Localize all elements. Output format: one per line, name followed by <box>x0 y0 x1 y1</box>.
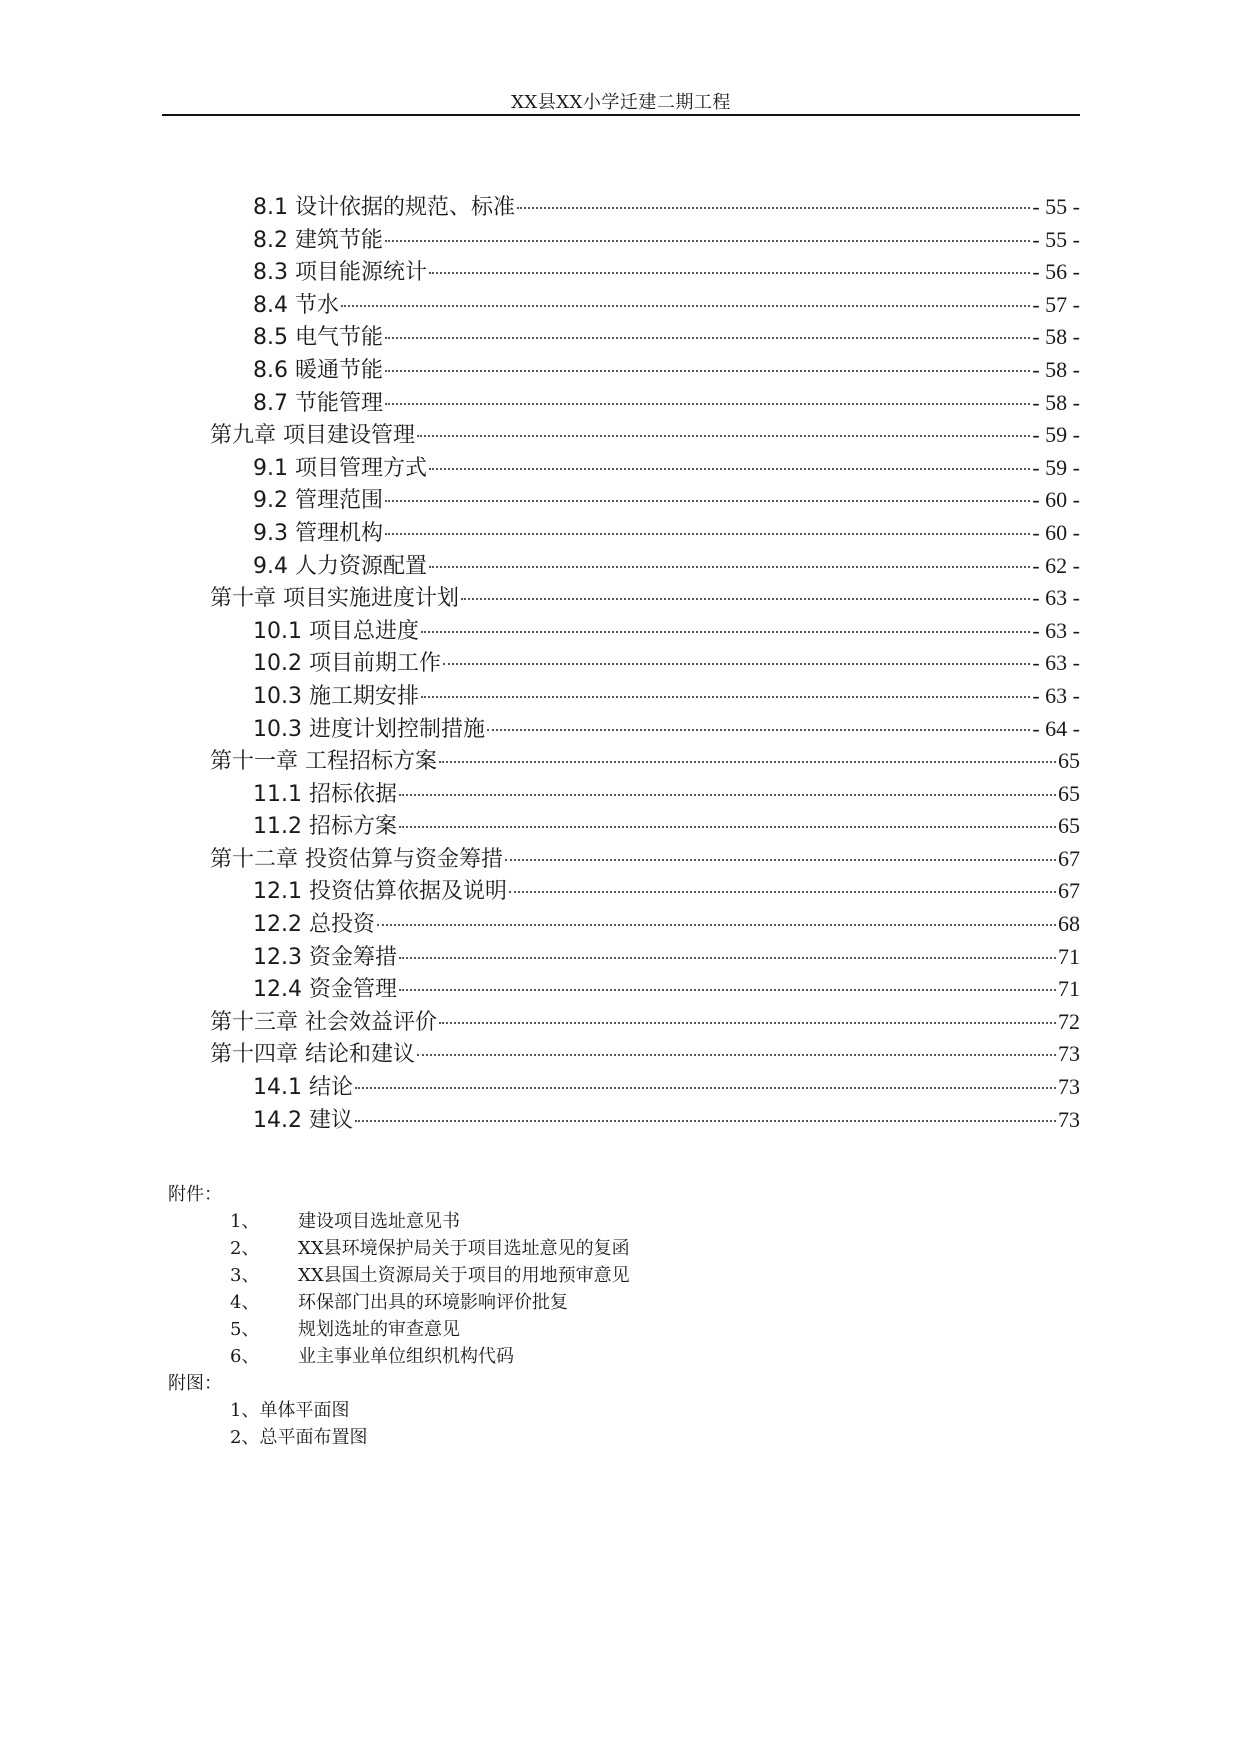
toc-entry[interactable] <box>210 646 1080 679</box>
toc-entry-label: 9.4 人力资源配置 <box>253 553 427 579</box>
toc-entry-label: 第十章 项目实施进度计划 <box>210 586 459 612</box>
toc-entry-page: 73 <box>1058 1074 1080 1100</box>
toc-dot-leader <box>385 533 1030 535</box>
toc-entry-label: 10.1 项目总进度 <box>253 618 419 644</box>
attachment-item <box>168 1234 1068 1261</box>
attachment-text: 业主事业单位组织机构代码 <box>298 1346 514 1367</box>
toc-dot-leader <box>385 500 1030 502</box>
toc-entry[interactable] <box>210 386 1080 419</box>
toc-entry-label: 11.1 招标依据 <box>253 781 397 807</box>
toc-entry-label: 9.2 管理范围 <box>253 488 383 514</box>
toc-entry-page: 67 <box>1058 845 1080 871</box>
toc-entry[interactable] <box>210 288 1080 321</box>
toc-entry-label: 14.1 结论 <box>253 1075 353 1101</box>
toc-entry-page: 65 <box>1058 780 1080 806</box>
attachment-number: 2、 <box>230 1238 260 1259</box>
toc-dot-leader <box>399 957 1056 959</box>
attachment-item <box>168 1261 1068 1288</box>
table-of-contents <box>210 190 1080 1135</box>
toc-entry-label: 8.7 节能管理 <box>253 390 383 416</box>
toc-entry[interactable] <box>210 712 1080 745</box>
toc-entry-page: 65 <box>1058 813 1080 839</box>
toc-entry-page: - 58 - <box>1032 356 1080 382</box>
toc-entry-page: - 58 - <box>1032 389 1080 415</box>
toc-dot-leader <box>439 1022 1056 1024</box>
toc-entry[interactable] <box>210 1103 1080 1136</box>
toc-entry-label: 第十四章 结论和建议 <box>210 1042 415 1068</box>
toc-entry[interactable] <box>210 614 1080 647</box>
appendix-section <box>168 1180 1068 1450</box>
toc-entry-label: 8.5 电气节能 <box>253 325 383 351</box>
attachment-text: XX县环境保护局关于项目选址意见的复函 <box>298 1238 630 1259</box>
attachment-text: XX县国土资源局关于项目的用地预审意见 <box>298 1265 630 1286</box>
toc-dot-leader <box>421 696 1030 698</box>
attachment-number: 3、 <box>230 1265 260 1286</box>
toc-entry-page: 71 <box>1058 976 1080 1002</box>
toc-entry[interactable] <box>210 516 1080 549</box>
toc-entry-label: 8.4 节水 <box>253 292 339 318</box>
toc-entry[interactable] <box>210 255 1080 288</box>
attachment-item <box>168 1207 1068 1234</box>
toc-entry[interactable] <box>210 483 1080 516</box>
toc-dot-leader <box>461 598 1030 600</box>
toc-dot-leader <box>399 826 1056 828</box>
toc-entry-label: 11.2 招标方案 <box>253 814 397 840</box>
toc-entry-page: 71 <box>1058 943 1080 969</box>
attachment-item <box>168 1288 1068 1315</box>
toc-entry-label: 10.2 项目前期工作 <box>253 651 441 677</box>
toc-dot-leader <box>377 924 1056 926</box>
figure-item: 1、单体平面图 <box>230 1400 350 1421</box>
toc-entry-page: - 60 - <box>1032 519 1080 545</box>
toc-entry[interactable] <box>210 972 1080 1005</box>
toc-entry[interactable] <box>210 353 1080 386</box>
toc-entry[interactable] <box>210 744 1080 777</box>
toc-dot-leader <box>385 403 1030 405</box>
toc-dot-leader <box>355 1120 1056 1122</box>
toc-dot-leader <box>439 761 1056 763</box>
toc-entry-page: - 59 - <box>1032 422 1080 448</box>
toc-dot-leader <box>429 468 1030 470</box>
attachment-text: 规划选址的审查意见 <box>298 1319 460 1340</box>
toc-entry[interactable] <box>210 809 1080 842</box>
toc-entry[interactable] <box>210 1070 1080 1103</box>
toc-entry-label: 8.3 项目能源统计 <box>253 260 427 286</box>
toc-entry-label: 12.4 资金管理 <box>253 977 397 1003</box>
header-rule <box>162 114 1080 116</box>
toc-entry-page: - 63 - <box>1032 682 1080 708</box>
toc-entry-label: 第十二章 投资估算与资金筹措 <box>210 846 503 872</box>
toc-entry[interactable] <box>210 190 1080 223</box>
toc-entry-page: 67 <box>1058 878 1080 904</box>
toc-entry-page: - 56 - <box>1032 259 1080 285</box>
toc-dot-leader <box>417 1054 1056 1056</box>
attachment-item <box>168 1342 1068 1369</box>
toc-entry-label: 9.3 管理机构 <box>253 520 383 546</box>
figure-item: 2、总平面布置图 <box>230 1427 368 1448</box>
attachment-item <box>168 1315 1068 1342</box>
toc-entry-label: 14.2 建议 <box>253 1107 353 1133</box>
toc-entry-page: - 59 - <box>1032 454 1080 480</box>
attachment-text: 建设项目选址意见书 <box>298 1211 460 1232</box>
toc-entry-page: - 63 - <box>1032 617 1080 643</box>
toc-dot-leader <box>421 631 1030 633</box>
toc-dot-leader <box>341 305 1030 307</box>
page-header-title: XX县XX小学迁建二期工程 <box>511 92 731 113</box>
toc-entry[interactable] <box>210 451 1080 484</box>
toc-entry-label: 12.3 资金筹措 <box>253 944 397 970</box>
toc-entry[interactable] <box>210 1037 1080 1070</box>
toc-dot-leader <box>429 272 1030 274</box>
toc-entry-page: - 63 - <box>1032 585 1080 611</box>
toc-entry[interactable] <box>210 320 1080 353</box>
toc-entry[interactable] <box>210 549 1080 582</box>
toc-entry-page: - 63 - <box>1032 650 1080 676</box>
toc-entry[interactable] <box>210 223 1080 256</box>
toc-entry-page: 73 <box>1058 1041 1080 1067</box>
toc-entry-label: 10.3 施工期安排 <box>253 683 419 709</box>
attachment-number: 4、 <box>230 1292 260 1313</box>
toc-entry-page: 73 <box>1058 1106 1080 1132</box>
toc-entry-page: - 57 - <box>1032 291 1080 317</box>
toc-dot-leader <box>385 370 1030 372</box>
toc-entry[interactable] <box>210 418 1080 451</box>
toc-entry-page: 68 <box>1058 911 1080 937</box>
toc-dot-leader <box>385 337 1030 339</box>
toc-entry[interactable] <box>210 907 1080 940</box>
toc-dot-leader <box>355 1087 1056 1089</box>
toc-dot-leader <box>509 891 1056 893</box>
toc-dot-leader <box>417 435 1030 437</box>
toc-entry[interactable] <box>210 777 1080 810</box>
figures-heading: 附图： <box>168 1373 222 1394</box>
toc-entry-label: 12.2 总投资 <box>253 912 375 938</box>
toc-entry[interactable] <box>210 679 1080 712</box>
toc-entry-label: 9.1 项目管理方式 <box>253 455 427 481</box>
toc-entry-page: - 55 - <box>1032 194 1080 219</box>
toc-entry[interactable] <box>210 940 1080 973</box>
toc-entry[interactable] <box>210 1005 1080 1038</box>
toc-dot-leader <box>429 566 1030 568</box>
toc-dot-leader <box>487 729 1030 731</box>
attachments-heading: 附件： <box>168 1184 222 1205</box>
toc-entry-page: - 62 - <box>1032 552 1080 578</box>
toc-entry-page: - 55 - <box>1032 226 1080 252</box>
toc-dot-leader <box>385 240 1030 242</box>
toc-entry-label: 第九章 项目建设管理 <box>210 423 415 449</box>
toc-entry[interactable] <box>210 842 1080 875</box>
toc-entry[interactable] <box>210 874 1080 907</box>
toc-entry-label: 12.1 投资估算依据及说明 <box>253 879 507 905</box>
attachment-text: 环保部门出具的环境影响评价批复 <box>298 1292 568 1313</box>
toc-entry-page: - 60 - <box>1032 487 1080 513</box>
toc-entry-label: 第十三章 社会效益评价 <box>210 1009 437 1035</box>
toc-dot-leader <box>399 989 1056 991</box>
toc-entry-page: - 64 - <box>1032 715 1080 741</box>
toc-entry-label: 8.6 暖通节能 <box>253 357 383 383</box>
attachment-number: 1、 <box>230 1211 260 1232</box>
toc-entry-label: 8.1 设计依据的规范、标准 <box>253 195 515 220</box>
toc-dot-leader <box>399 794 1056 796</box>
attachment-number: 5、 <box>230 1319 260 1340</box>
toc-entry-page: 65 <box>1058 748 1080 774</box>
toc-entry-label: 10.3 进度计划控制措施 <box>253 716 485 742</box>
toc-dot-leader <box>443 663 1030 665</box>
toc-dot-leader <box>517 207 1030 209</box>
toc-entry-label: 第十一章 工程招标方案 <box>210 749 437 775</box>
attachment-number: 6、 <box>230 1346 260 1367</box>
toc-dot-leader <box>505 859 1056 861</box>
figures-list <box>168 1396 1068 1450</box>
toc-entry[interactable] <box>210 581 1080 614</box>
attachments-list <box>168 1207 1068 1369</box>
toc-entry-page: - 58 - <box>1032 324 1080 350</box>
toc-entry-page: 72 <box>1058 1008 1080 1034</box>
toc-entry-label: 8.2 建筑节能 <box>253 227 383 253</box>
